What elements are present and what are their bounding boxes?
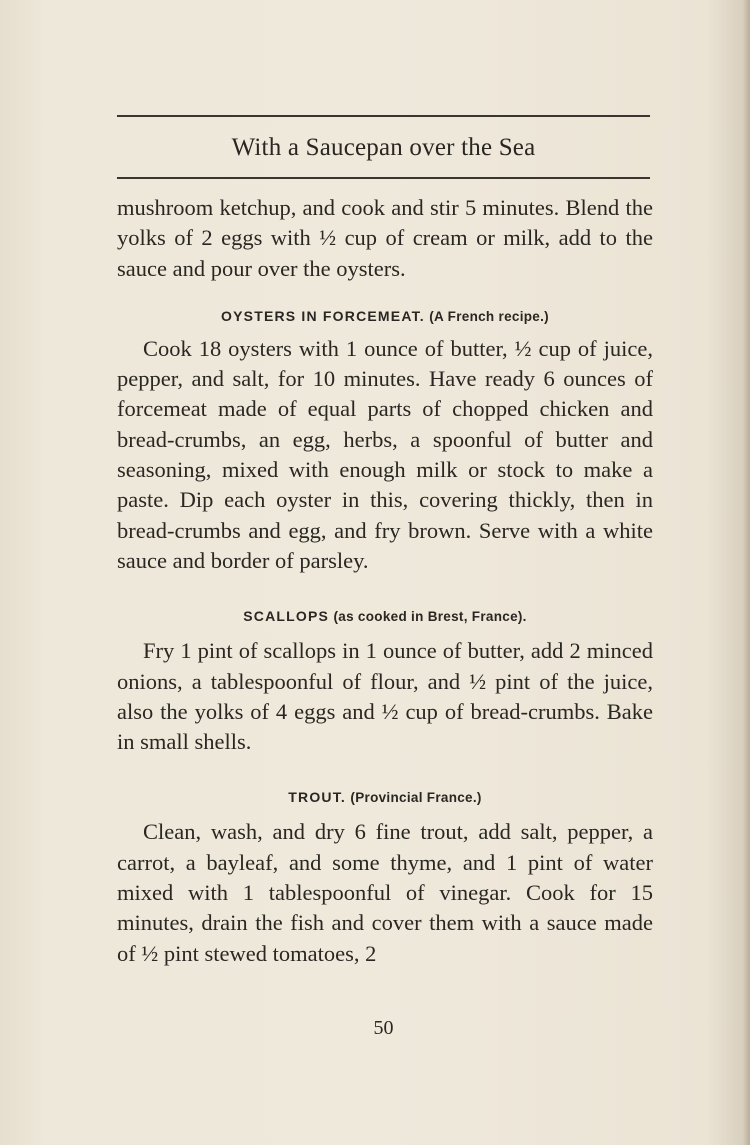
- header-rule-top: [117, 115, 650, 117]
- page-body: [117, 193, 653, 969]
- header-rule-bottom: [117, 177, 650, 179]
- recipe-heading-trout: [117, 789, 653, 805]
- recipe-body-oysters: Cook 18 oysters with 1 ounce of butter, ½ cup of juice, pepper, and salt, for 10 minutes. Have ready 6 ounces of forcemeat made of equal parts of chopped chicken and bread-crumbs, an egg, herbs, a spoonful of butter and seasoning, mixed with enough milk or stock to make a paste. Dip each oyster in this, covering thickly, then in bread-crumbs and egg, and fry brown. Serve with a white sauce and border of parsley.: [117, 335, 653, 573]
- recipe-heading-oysters: [117, 308, 653, 324]
- recipe-note: (as cooked in Brest, France).: [333, 609, 527, 625]
- continuation-paragraph: mushroom ketchup, and cook and stir 5 minutes. Blend the yolks of 2 eggs with ½ cup of cream or milk, add to the sauce and pour over the oysters.: [117, 195, 653, 281]
- recipe-title: TROUT.: [288, 789, 347, 806]
- recipe-body-trout: Clean, wash, and dry 6 fine trout, add salt, pepper, a carrot, a bayleaf, and some thyme, and 1 pint of water mixed with 1 tablespoonful of vinegar. Cook for 15 minutes, drain the fish and cover them with a sauce made of ½ pint stewed tomatoes, 2: [117, 819, 653, 966]
- recipe-title: OYSTERS IN FORCEMEAT.: [221, 307, 425, 324]
- recipe-note: (A French recipe.): [429, 308, 549, 324]
- recipe-body-scallops: Fry 1 pint of scallops in 1 ounce of butter, add 2 minced onions, a tablespoonful of flour, and ½ pint of the juice, also the yolks of 4 eggs and ½ cup of bread-crumbs. Bake in small shells.: [117, 638, 653, 755]
- recipe-title: SCALLOPS: [243, 608, 330, 625]
- recipe-heading-scallops: [117, 608, 653, 624]
- running-head: With a Saucepan over the Sea: [231, 134, 536, 161]
- page-number: 50: [373, 1017, 394, 1039]
- recipe-note: (Provincial France.): [350, 790, 482, 806]
